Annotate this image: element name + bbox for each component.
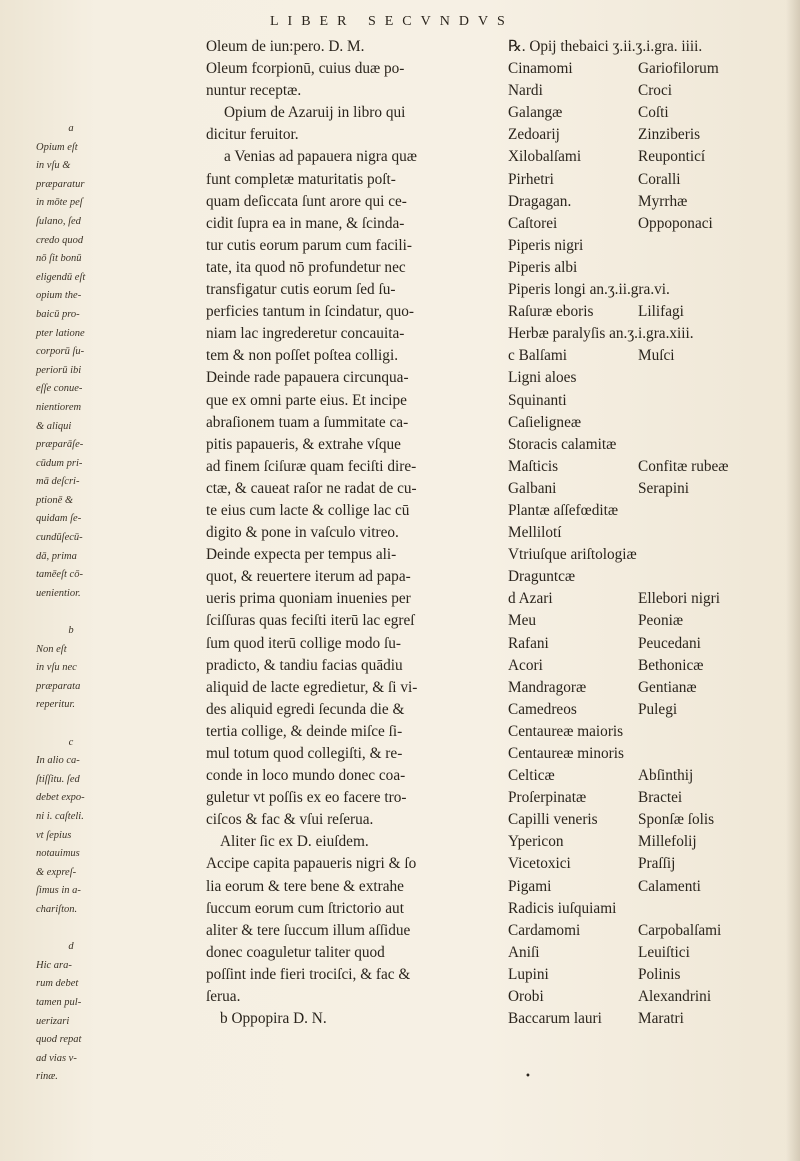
margin-note-line: ſtiſſitu. ſed <box>36 773 80 785</box>
margin-note-letter: a <box>68 123 74 134</box>
recipe-ingredient: Xilobalſami <box>508 148 582 166</box>
recipe-ingredient: d Azari <box>508 590 553 608</box>
main-text-line: aliter & tere ſuccum illum aſſidue <box>206 921 411 939</box>
recipe-ingredient: Gentianæ <box>638 678 697 696</box>
margin-note-line: vt ſepius <box>36 829 72 841</box>
main-text-line: b Oppopira D. N. <box>220 1010 327 1028</box>
main-text-line: dicitur feruitor. <box>206 126 299 144</box>
recipe-ingredient: Praſſij <box>638 855 676 873</box>
recipe-ingredient: Aniſi <box>508 943 540 961</box>
recipe-ingredient: Leuiſtici <box>638 943 690 961</box>
margin-note-line: tamēeſt cō- <box>36 569 83 581</box>
recipe-row <box>508 588 793 610</box>
margin-note-line: mā deſcri- <box>36 476 80 488</box>
margin-note-line: reperitur. <box>36 699 75 711</box>
main-text-line: tertia collige, & deinde miſce ſi- <box>206 722 403 740</box>
recipe-row <box>508 58 793 80</box>
recipe-line: Piperis albi <box>508 258 578 276</box>
margin-note-line: præparatur <box>36 178 85 190</box>
recipe-ingredient: Capilli veneris <box>508 811 598 829</box>
margin-note-line: nientiorem <box>36 401 82 413</box>
main-text-line: digito & pone in vaſculo vitreo. <box>206 524 399 542</box>
main-text-line: Oleum fcorpionū, cuius duæ po- <box>206 60 405 78</box>
margin-note-line: credo quod <box>36 234 84 246</box>
recipe-ingredient: Reuponticí <box>638 148 706 166</box>
recipe-line: Piperis longi an.ʒ.ii.gra.vi. <box>508 281 670 299</box>
recipe-line: Centaureæ minoris <box>508 745 624 762</box>
recipe-row <box>508 942 793 964</box>
margin-note-line: & expreſ- <box>36 866 77 878</box>
recipe-ingredient: Rafani <box>508 634 549 652</box>
recipe-ingredient: Zinziberis <box>638 126 701 144</box>
recipe-ingredient: Abſinthij <box>638 767 694 785</box>
main-text-line: te eius cum lacte & collige lac cū <box>206 501 410 519</box>
margin-note-line: dā, prima <box>36 550 77 562</box>
recipe-row <box>508 1008 793 1030</box>
main-text-line: tur cutis eorum parum cum facili- <box>206 236 413 254</box>
recipe-line: Herbæ paralyſis an.ʒ.i.gra.xiii. <box>508 325 694 343</box>
recipe-ingredient: Oppoponaci <box>638 214 713 232</box>
main-text-line: ctæ, & caueat raſor ne radat de cu- <box>206 479 417 497</box>
recipe-row <box>508 809 793 831</box>
recipe-ingredient: Orobi <box>508 988 544 1006</box>
margin-note-letter: c <box>68 736 74 748</box>
recipe-ingredient: Peucedani <box>638 634 701 652</box>
main-text-line: lia eorum & tere bene & extrahe <box>206 877 404 895</box>
main-text-line: Opium de Azaruij in libro qui <box>224 104 406 122</box>
recipe-line: Caſieligneæ <box>508 413 582 431</box>
recipe-row <box>508 787 793 809</box>
main-text-line: nuntur receptæ. <box>206 82 302 100</box>
margin-note-line: Non eſt <box>36 643 67 655</box>
recipe-line: Mellilotí <box>508 524 562 542</box>
recipe-ingredient: Maſticis <box>508 457 559 475</box>
recipe-ingredient: Mandragoræ <box>508 678 587 696</box>
recipe-row <box>508 876 793 898</box>
main-text-line: tem & non poſſet poſtea colligi. <box>206 347 399 365</box>
recipe-ingredient: Nardi <box>508 82 543 100</box>
recipe-row <box>508 191 793 213</box>
main-text-line: niam lac ingrederetur concauita- <box>206 325 405 343</box>
margin-note-letter: d <box>68 941 74 953</box>
recipe-line: ℞. Opij thebaici ʒ.ii.ʒ.i.gra. iiii. <box>508 38 703 55</box>
recipe-ingredient: c Balſami <box>508 347 568 365</box>
recipe-ingredient: Caſtorei <box>508 214 558 232</box>
recipe-ingredient: Vicetoxici <box>508 855 571 873</box>
recipe-ingredient: Peoniæ <box>638 612 684 630</box>
margin-note-line: in vſu nec <box>36 662 77 674</box>
margin-note-gap <box>36 715 106 734</box>
recipe-row <box>508 920 793 942</box>
margin-note-line: in vſu & <box>36 160 71 172</box>
running-head: LIBER SECVNDVS <box>270 14 514 29</box>
recipe-ingredient: Millefolij <box>638 833 697 851</box>
recipe-ingredient: Proſerpinatæ <box>508 789 587 807</box>
recipe-ingredient: Cinamomi <box>508 60 573 78</box>
margin-note-gap <box>36 920 106 939</box>
recipe-line: Plantæ aſſefœditæ <box>508 501 619 519</box>
recipe-row <box>508 169 793 191</box>
main-text-line: tate, ita quod nō profundetur nec <box>206 258 406 276</box>
margin-note-line: præparāſe- <box>36 439 84 451</box>
margin-note-line: præparata <box>36 680 81 692</box>
recipe-line: Radicis iuſquiami <box>508 899 617 917</box>
recipe-row <box>508 853 793 875</box>
main-text-line: Deinde expecta per tempus ali- <box>206 546 397 564</box>
margin-note-line: & aliqui <box>36 420 72 432</box>
margin-note-line: corporū ſu- <box>36 346 85 358</box>
main-text-line: quam deſiccata ſunt arore qui ce- <box>206 192 407 210</box>
margin-note <box>36 957 106 1087</box>
margin-note-line: ni i. caſteli. <box>36 810 84 822</box>
margin-note-line: eſſe conue- <box>36 383 83 395</box>
recipe-ingredient: Coralli <box>638 170 681 188</box>
recipe-ingredient: Dragagan. <box>508 192 572 210</box>
main-text-line: mul totum quod collegiſti, & re- <box>206 745 403 762</box>
recipe-row <box>508 456 793 478</box>
recipe-ingredient-column <box>508 36 793 1030</box>
recipe-row <box>508 831 793 853</box>
recipe-row <box>508 345 793 367</box>
recipe-line: Centaureæ maioris <box>508 722 624 740</box>
recipe-ingredient: Meu <box>508 612 537 630</box>
recipe-ingredient: Myrrhæ <box>638 192 688 210</box>
margin-note-line: uenientior. <box>36 587 81 599</box>
main-text-line: a Venias ad papauera nigra quæ <box>224 148 417 166</box>
margin-note-line: pter latione <box>36 327 85 339</box>
main-text-line: ad finem ſciſuræ quam feciſti dire- <box>206 457 417 475</box>
recipe-ingredient: Carpobalſami <box>638 921 722 939</box>
margin-note-line: notauimus <box>36 848 80 860</box>
main-text-line: aliquid de lacte egredietur, & ſi vi- <box>206 678 418 696</box>
recipe-ingredient: Zedoarij <box>508 126 560 144</box>
recipe-ingredient: Confitæ rubeæ <box>638 457 729 475</box>
recipe-ingredient: Bractei <box>638 789 683 807</box>
main-text-line: ſum quod iterū collige modo ſu- <box>206 634 402 652</box>
main-text-line: transfigatur cutis eorum ſed ſu- <box>206 281 396 299</box>
margin-note <box>36 641 106 715</box>
recipe-ingredient: Pigami <box>508 877 552 895</box>
recipe-row <box>508 677 793 699</box>
recipe-ingredient: Sponſæ ſolis <box>638 811 715 829</box>
main-text-line: conde in loco mundo donec coa- <box>206 767 406 785</box>
recipe-row <box>508 699 793 721</box>
recipe-line: Draguntcæ <box>508 568 576 586</box>
main-text-line: pradicto, & tandiu facias quādiu <box>206 656 403 674</box>
main-text-line: ſerua. <box>206 988 241 1006</box>
recipe-ingredient: Celticæ <box>508 767 555 785</box>
recipe-line: Vtriuſque ariſtologiæ <box>508 546 637 564</box>
recipe-ingredient: Ellebori nigri <box>638 590 720 608</box>
recipe-row <box>508 478 793 500</box>
recipe-row <box>508 146 793 168</box>
main-text-line: ſciſſuras quas feciſti iterū lac egreſ <box>206 612 415 630</box>
recipe-ingredient: Pirhetri <box>508 170 554 188</box>
margin-note-line: chariſton. <box>36 903 78 915</box>
main-text-line: Deinde rade papauera circunqua- <box>206 369 409 387</box>
recipe-row <box>508 655 793 677</box>
margin-note-line: In alio ca- <box>36 755 80 767</box>
margin-note-line: ſimus in a- <box>36 885 81 897</box>
end-mark: • <box>525 1071 531 1082</box>
margin-note-gap <box>36 603 106 622</box>
recipe-row <box>508 213 793 235</box>
recipe-row <box>508 80 793 102</box>
main-text-line: abraſionem tuam a ſummitate ca- <box>206 413 409 431</box>
margin-note-line: rinæ. <box>36 1071 58 1083</box>
recipe-row <box>508 765 793 787</box>
margin-note <box>36 752 106 919</box>
recipe-ingredient: Galbani <box>508 479 557 497</box>
recipe-ingredient: Calamenti <box>638 877 701 895</box>
recipe-row <box>508 986 793 1008</box>
margin-note-line: quod repat <box>36 1034 82 1046</box>
margin-note <box>36 139 106 604</box>
margin-note-line: ſulano, ſed <box>36 215 81 227</box>
recipe-ingredient: Bethonicæ <box>638 656 704 674</box>
recipe-line: Storacis calamitæ <box>508 435 617 453</box>
recipe-ingredient: Ypericon <box>508 833 564 851</box>
recipe-row <box>508 964 793 986</box>
main-text-line: ciſcos & fac & vſui reſerua. <box>206 811 374 829</box>
recipe-ingredient: Croci <box>638 82 672 100</box>
main-text-line: poſſint inde fieri trociſci, & fac & <box>206 965 411 983</box>
main-text-line: des aliquid egredi ſecunda die & <box>206 700 405 718</box>
margin-note-line: uerizari <box>36 1015 70 1027</box>
margin-note-line: cūdum pri- <box>36 457 83 469</box>
main-text-line: quot, & reuertere iterum ad papa- <box>206 568 411 586</box>
margin-note-line: rum debet <box>36 978 79 990</box>
margin-note-line: Hic ara- <box>36 959 72 971</box>
margin-note-line: Opium eſt <box>36 141 78 153</box>
recipe-row <box>508 301 793 323</box>
recipe-row <box>508 124 793 146</box>
margin-note-line: in mōte peſ <box>36 197 83 209</box>
recipe-ingredient: Camedreos <box>508 700 577 718</box>
recipe-ingredient: Maratri <box>638 1010 684 1028</box>
recipe-line: Squinanti <box>508 391 567 409</box>
recipe-ingredient: Cardamomi <box>508 921 581 939</box>
recipe-row <box>508 633 793 655</box>
margin-note-line: periorū ibi <box>36 364 82 376</box>
recipe-ingredient: Muſci <box>638 347 675 365</box>
recipe-ingredient: Raſuræ eboris <box>508 303 594 321</box>
margin-note-letter: b <box>68 625 74 637</box>
recipe-ingredient: Polinis <box>638 965 681 983</box>
main-text-line: perficies tantum in ſcindatur, quo- <box>206 303 414 321</box>
recipe-ingredient: Lilifagi <box>638 303 684 321</box>
main-text-line: Aliter ſic ex D. eiuſdem. <box>220 833 369 851</box>
margin-note-line: cundūſecū- <box>36 532 83 544</box>
recipe-ingredient: Acori <box>508 656 543 674</box>
recipe-ingredient: Baccarum lauri <box>508 1010 602 1028</box>
margin-note-line: debet expo- <box>36 792 85 804</box>
margin-note-line: opium the- <box>36 290 82 302</box>
margin-note-line: quidam ſe- <box>36 513 82 525</box>
margin-note-line: ptionē & <box>36 494 74 506</box>
recipe-line: Piperis nigri <box>508 236 584 254</box>
recipe-ingredient: Gariofilorum <box>638 60 719 78</box>
main-text-line: ueris prima quoniam inuenies per <box>206 590 411 608</box>
main-text-line: que ex omni parte eius. Et incipe <box>206 391 407 409</box>
recipe-ingredient: Galangæ <box>508 104 563 122</box>
margin-note-line: ad vias v- <box>36 1052 77 1064</box>
margin-note-line: tamen pul- <box>36 996 82 1008</box>
main-text-column <box>206 36 496 1030</box>
margin-note-line: nō ſit bonū <box>36 253 82 265</box>
margin-notes-column <box>36 120 106 1087</box>
margin-note-line: eligendū eſt <box>36 271 86 283</box>
recipe-ingredient: Serapini <box>638 479 689 497</box>
recipe-line: Ligni aloes <box>508 369 577 387</box>
recipe-row <box>508 610 793 632</box>
main-text-line: donec coaguletur taliter quod <box>206 943 385 961</box>
main-text-line: Oleum de iun:pero. D. M. <box>206 38 365 55</box>
margin-note-line: baicū pro- <box>36 308 80 320</box>
main-text-line: funt completæ maturitatis poſt- <box>206 170 396 188</box>
main-text-line: cidit ſupra ea in mane, & ſcinda- <box>206 214 405 232</box>
main-text-line: pitis papaueris, & extrahe vſque <box>206 435 401 453</box>
main-text-line: ſuccum eorum cum ſtrictorio aut <box>206 899 404 917</box>
recipe-row <box>508 102 793 124</box>
recipe-ingredient: Alexandrini <box>638 988 712 1006</box>
recipe-ingredient: Lupini <box>508 965 549 983</box>
main-text-line: guletur vt poſſis ex eo facere tro- <box>206 789 407 807</box>
recipe-ingredient: Coſti <box>638 104 669 122</box>
main-text-line: Accipe capita papaueris nigri & ſo <box>206 855 417 873</box>
recipe-ingredient: Pulegi <box>638 700 678 718</box>
